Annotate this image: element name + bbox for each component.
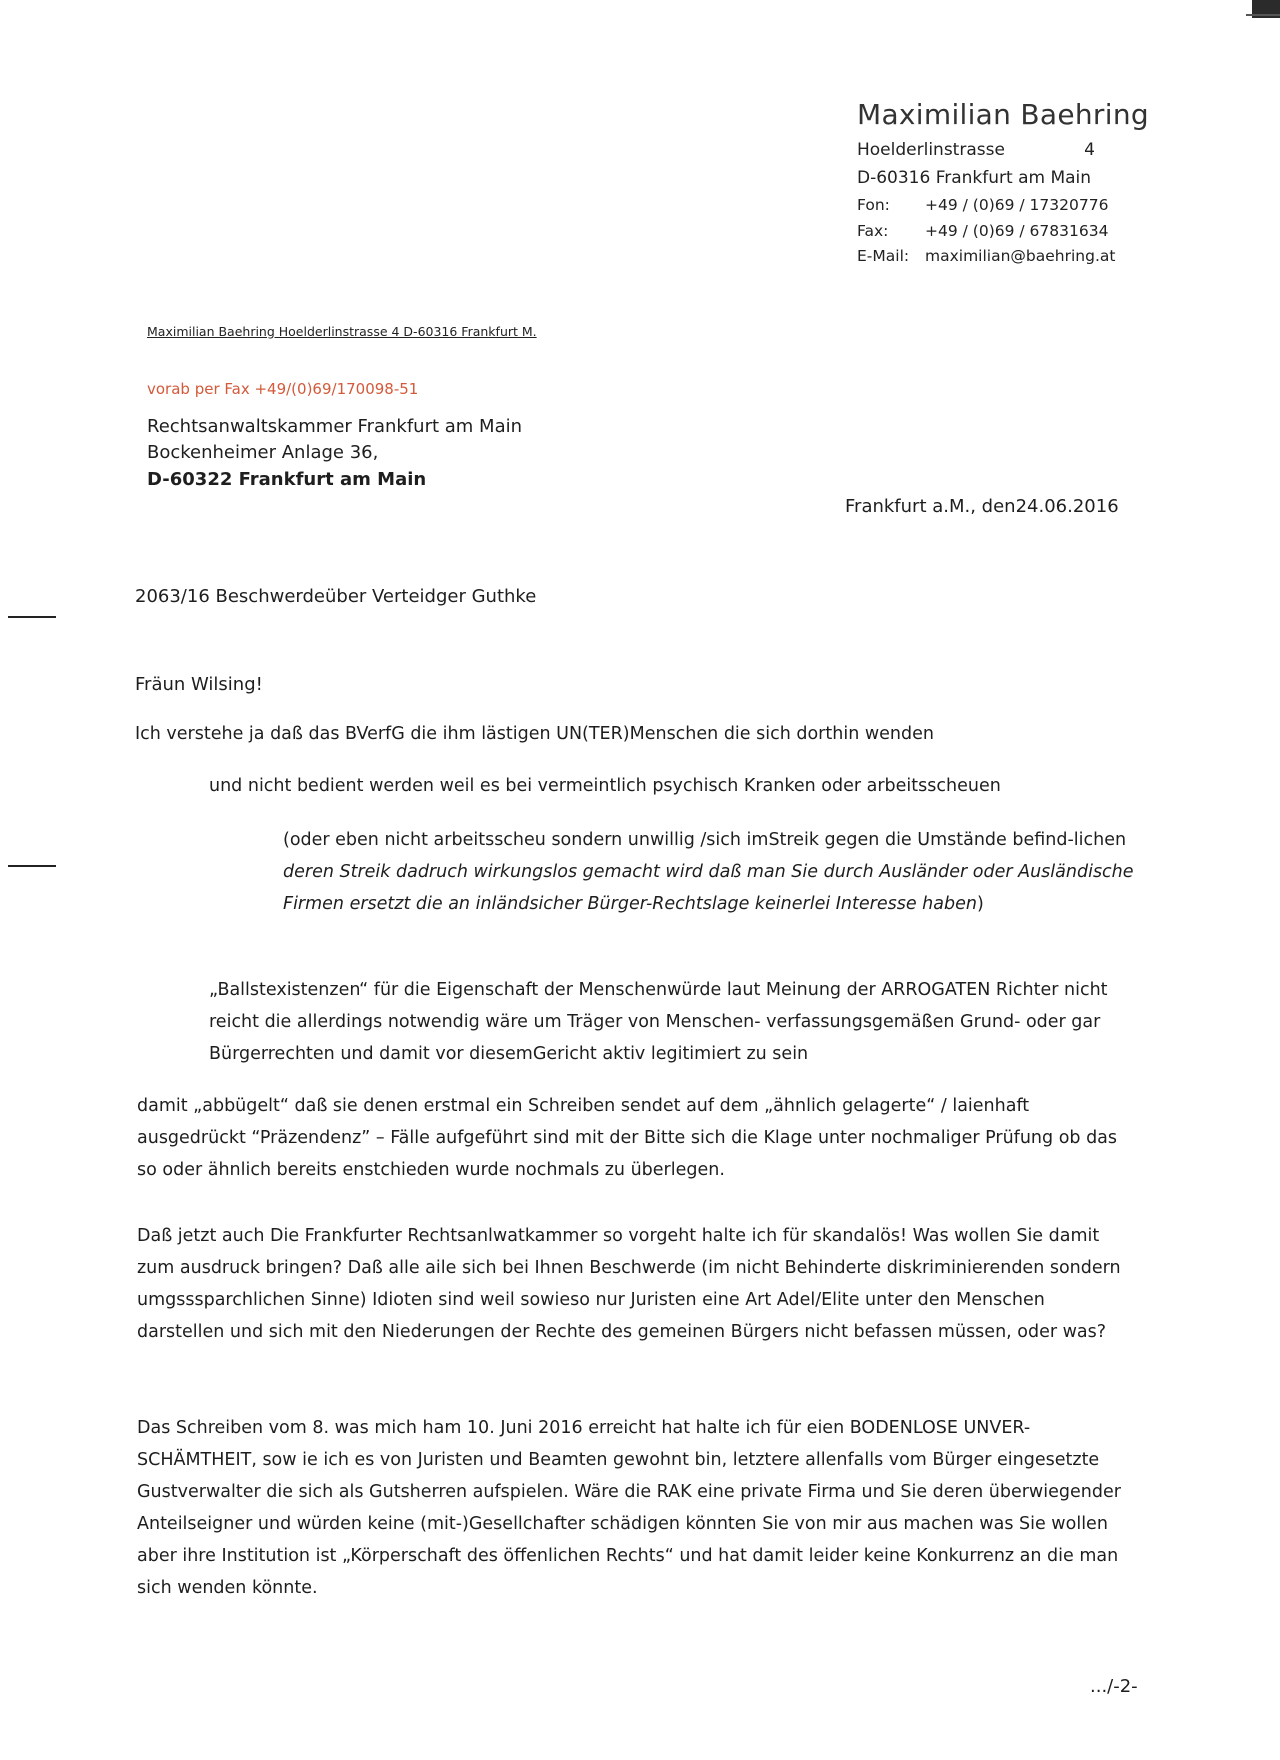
- phone-label: Fon:: [857, 196, 890, 214]
- sender-name: Maximilian Baehring: [857, 98, 1149, 131]
- email-value: maximilian@baehring.at: [925, 247, 1116, 265]
- sender-house-number: 4: [1084, 140, 1095, 160]
- paragraph-3-text: (oder eben nicht arbeitsscheu sondern unwillig /sich imStreik gegen die Umstände befind-lichen: [283, 830, 1127, 850]
- fax-value: +49 / (0)69 / 67831634: [925, 222, 1109, 240]
- sender-email: [857, 247, 1115, 265]
- paragraph-3-italic: deren Streik dadruch wirkungslos gemacht wird daß man Sie durch Ausländer oder Ausländische Firmen ersetzt die an inländsicher Bürger-Rechtslage keinerlei Interesse haben: [283, 862, 1134, 914]
- sender-street: [857, 140, 1095, 160]
- paragraph-1: Ich verstehe ja daß das BVerfG die ihm lästigen UN(TER)Menschen die sich dorthin wenden: [135, 724, 934, 744]
- recipient-line-1: Rechtsanwaltskammer Frankfurt am Main: [147, 416, 523, 437]
- sender-street-name: Hoelderlinstrasse: [857, 140, 1005, 160]
- fold-mark-top: [8, 616, 56, 618]
- phone-value: +49 / (0)69 / 17320776: [925, 196, 1109, 214]
- fax-note: vorab per Fax +49/(0)69/170098-51: [147, 380, 419, 398]
- page-number: .../-2-: [1090, 1676, 1138, 1697]
- scan-edge-line: [1246, 14, 1280, 16]
- fax-label: Fax:: [857, 222, 889, 240]
- return-address: Maximilian Baehring Hoelderlinstrasse 4 D-60316 Frankfurt M.: [147, 324, 537, 339]
- letter-subject: 2063/16 Beschwerdeüber Verteidger Guthke: [135, 586, 537, 607]
- sender-fax: [857, 222, 1108, 240]
- paragraph-3: [283, 824, 1138, 920]
- paragraph-2: und nicht bedient werden weil es bei vermeintlich psychisch Kranken oder arbeitsscheuen: [209, 776, 1001, 796]
- paragraph-3-close: ): [976, 894, 984, 914]
- salutation: Fräun Wilsing!: [135, 674, 263, 695]
- recipient-line-3: D-60322 Frankfurt am Main: [147, 469, 427, 490]
- recipient-line-2: Bockenheimer Anlage 36,: [147, 442, 379, 463]
- email-label: E-Mail:: [857, 247, 910, 265]
- fold-mark-bottom: [8, 865, 56, 867]
- sender-phone: [857, 196, 1108, 214]
- paragraph-4: „Ballstexistenzen“ für die Eigenschaft der Menschenwürde laut Meinung der ARROGATEN Richter nicht reicht die allerdings notwendig wäre um Träger von Menschen- verfassungsgemäßen Grund- oder gar Bürgerrechten und damit vor diesemGericht aktiv legitimiert zu sein: [209, 980, 1108, 1064]
- paragraph-5: damit „abbügelt“ daß sie denen erstmal ein Schreiben sendet auf dem „ähnlich gelagerte“ / laienhaft ausgedrückt “Präzendenz” – Fälle aufgeführt sind mit der Bitte sich die Klage unter nochmaliger Prüfung ob das so oder ähnlich bereits enstchieden wurde nochmals zu überlegen.: [137, 1096, 1118, 1180]
- paragraph-6: Daß jetzt auch Die Frankfurter Rechtsanlwatkammer so vorgeht halte ich für skandalös! Was wollen Sie damit zum ausdruck bringen? Daß alle aile sich bei Ihnen Beschwerde (im nicht Behinderte diskriminierenden sondern umgsssparchlichen Sinne) Idioten sind weil sowieso nur Juristen eine Art Adel/Elite unter den Menschen darstellen und sich mit den Niederungen der Rechte des gemeinen Bürgers nicht befassen müssen, oder was?: [137, 1226, 1121, 1342]
- sender-city: D-60316 Frankfurt am Main: [857, 168, 1092, 188]
- letter-date: Frankfurt a.M., den24.06.2016: [845, 496, 1119, 517]
- paragraph-7: Das Schreiben vom 8. was mich ham 10. Juni 2016 erreicht hat halte ich für eien BODENLOSE UNVER-SCHÄMTHEIT, sow ie ich es von Juristen und Beamten gewohnt bin, letztere allenfalls vom Bürger eingesetzte Gustverwalter die sich als Gutsherren aufspielen. Wäre die RAK eine private Firma und Sie deren überwiegender Anteilseigner und würden keine (mit-)Gesellchafter schädigen könnten Sie von mir aus machen was Sie wollen aber ihre Institution ist „Körperschaft des öffenlichen Rechts“ und hat damit leider keine Konkurrenz an die man sich wenden könnte.: [137, 1418, 1121, 1598]
